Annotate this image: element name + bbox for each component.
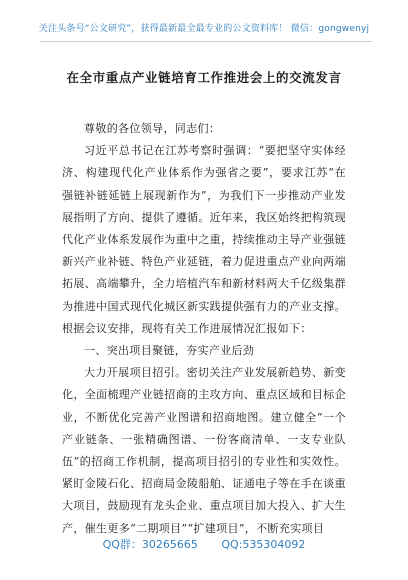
header-divider	[40, 41, 372, 42]
paragraph-body: 大力开展项目招引。密切关注产业发展新趋势、新变化，全面梳理产业链招商的主攻方向、重点区域和目标企业，不断优化完善产业图谱和招商地图。建立健全“一个产业链条、一张精确图谱、一份客商清单、一支专业队伍”的招商工作机制，提高项目招引的专业性和实效性。紧盯金陵石化、招商局金陵船舶、证通电子等在手在谈重大项目，鼓励现有龙头企业、重点项目加大投入、扩大生产，催生更多“二期项目”“扩建项目”，不断充实项目	[62, 366, 346, 535]
footer-qq-number: QQ:535304092	[221, 538, 306, 551]
document-body	[62, 118, 346, 540]
section-heading: 一、突出项目聚链，夯实产业后劲	[84, 344, 255, 358]
footer-contact	[0, 536, 408, 552]
paragraph-intro: 习近平总书记在江苏考察时强调：“要把坚守实体经济、构建现代化产业体系作为强省之要”，要求江苏“在强链补链延链上展现新作为”，为我们下一步推动产业发展指明了方向、提供了遵循。近年来，我区始终把构筑现代化产业体系发展作为重中之重，持续推动主导产业强链新兴产业补链、特色产业延链，着力促进重点产业向两端拓展、高端攀升，全力培植汽车和新材料两大千亿级集群为推进中国式现代化城区新实践提供强有力的产业支撑。根据会议安排，现将有关工作进展情况汇报如下：	[62, 144, 346, 335]
salutation: 尊敬的各位领导，同志们：	[84, 122, 221, 135]
document-title: 在全市重点产业链培育工作推进会上的交流发言	[66, 70, 342, 85]
footer-qq-group: QQ群：30265665	[102, 538, 198, 551]
header-note: 关注头条号“公文研究”，获得最新最全最专业的公文资料库！ 微信：gongwenyj	[38, 24, 370, 34]
